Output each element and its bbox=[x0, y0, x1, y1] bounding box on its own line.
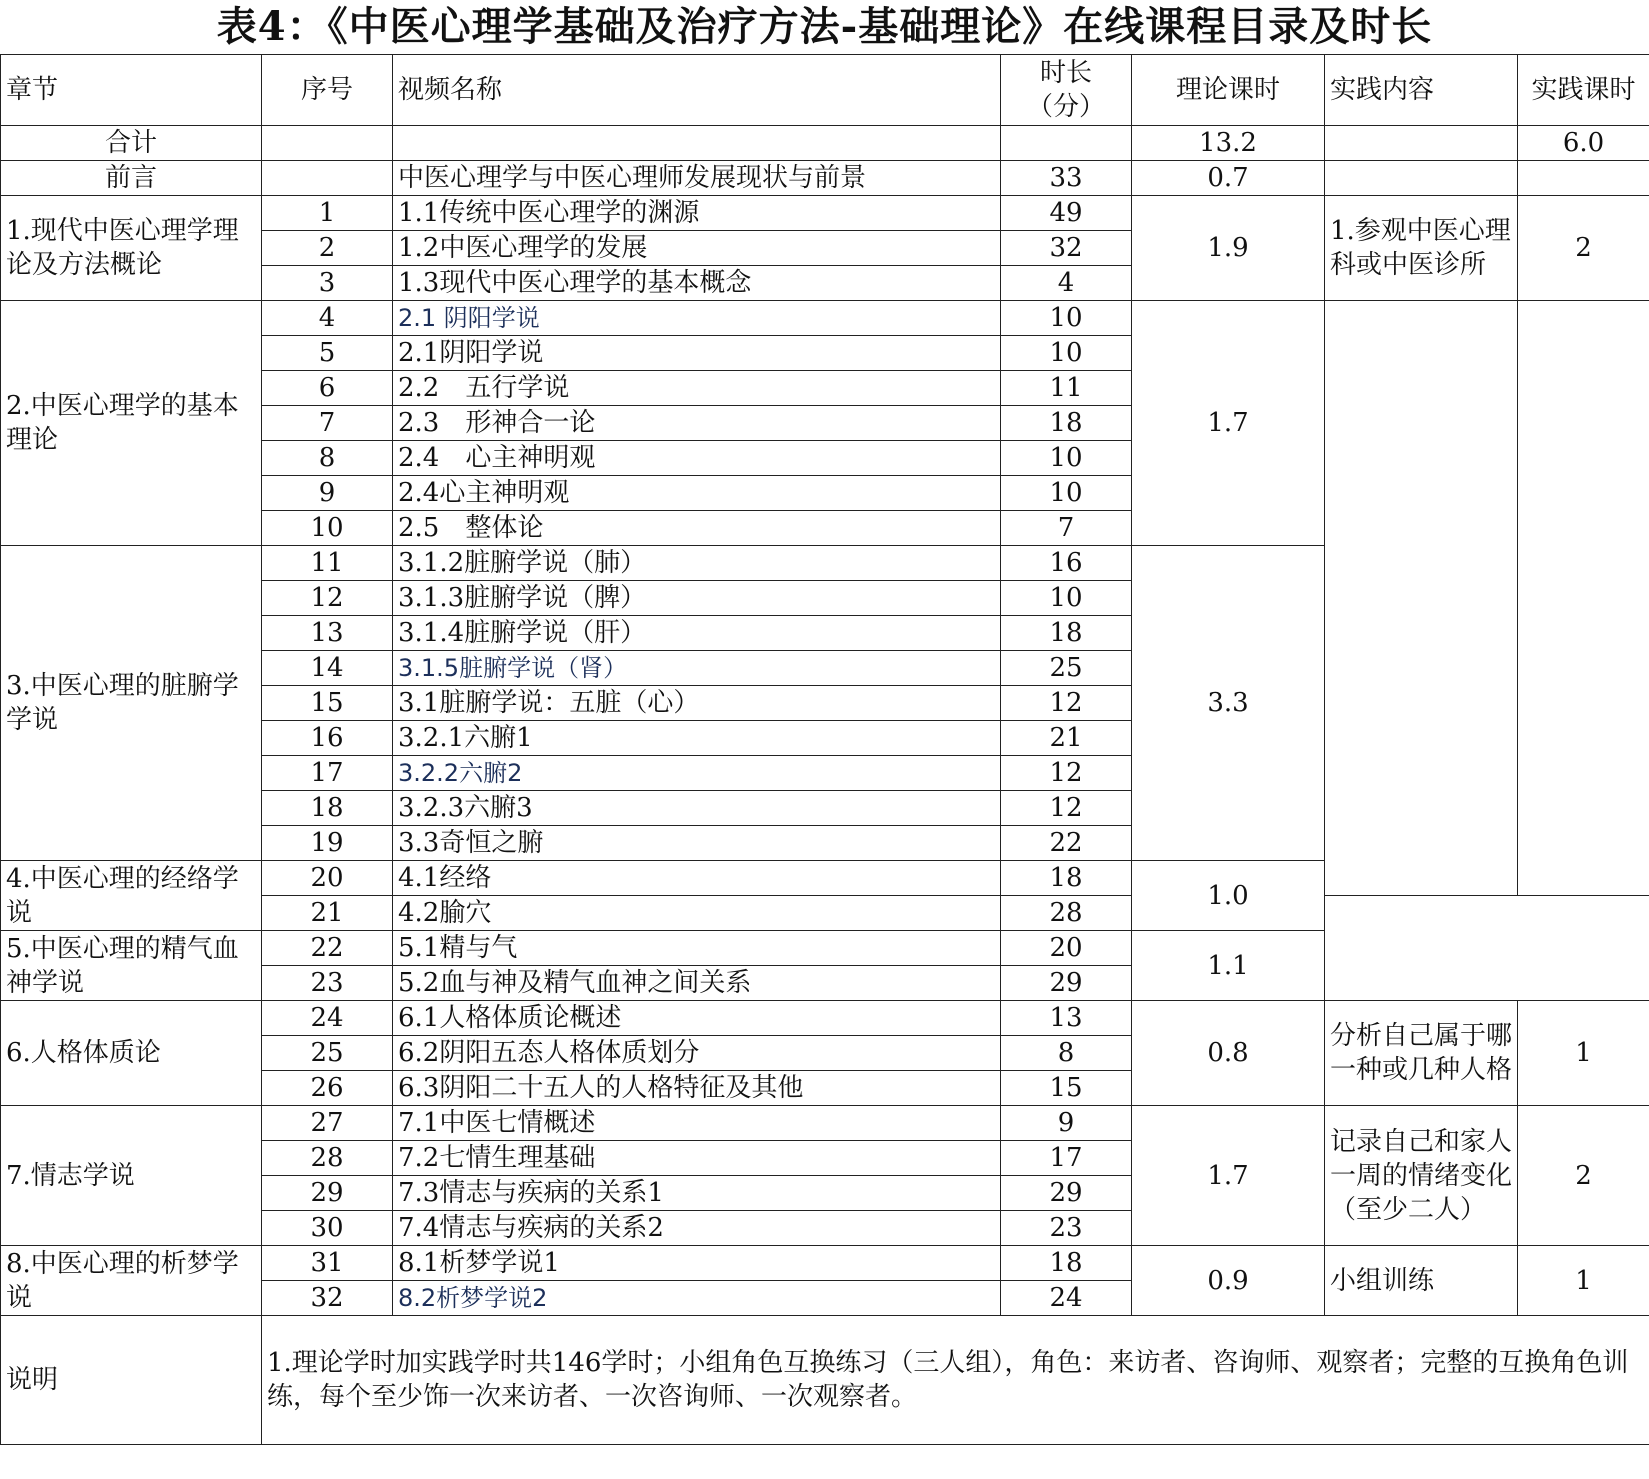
video-duration: 29 bbox=[1001, 1176, 1132, 1211]
video-name: 2.5 整体论 bbox=[393, 511, 1001, 546]
row-index: 18 bbox=[262, 791, 393, 826]
video-duration: 13 bbox=[1001, 1001, 1132, 1036]
practice-content: 小组训练 bbox=[1325, 1246, 1518, 1316]
video-name: 3.1.5脏腑学说（肾） bbox=[393, 651, 1001, 686]
header-chapter: 章节 bbox=[1, 55, 262, 126]
video-name: 2.2 五行学说 bbox=[393, 371, 1001, 406]
video-duration: 17 bbox=[1001, 1141, 1132, 1176]
video-name: 2.4 心主神明观 bbox=[393, 441, 1001, 476]
row-index: 8 bbox=[262, 441, 393, 476]
video-name: 7.2七情生理基础 bbox=[393, 1141, 1001, 1176]
page-title: 表4：《中医心理学基础及治疗方法-基础理论》在线课程目录及时长 bbox=[216, 3, 1433, 50]
video-name: 3.1.2脏腑学说（肺） bbox=[393, 546, 1001, 581]
total-practice-hours: 6.0 bbox=[1518, 126, 1649, 161]
note-row bbox=[1, 1316, 1649, 1445]
preface-label: 前言 bbox=[1, 161, 262, 196]
video-duration: 24 bbox=[1001, 1281, 1132, 1316]
header-row bbox=[1, 55, 1649, 126]
row-index: 31 bbox=[262, 1246, 393, 1281]
preface-practice-hours bbox=[1518, 161, 1649, 196]
row-index: 19 bbox=[262, 826, 393, 861]
theory-hours: 1.9 bbox=[1132, 196, 1325, 301]
practice-content: 记录自己和家人一周的情绪变化（至少二人） bbox=[1325, 1106, 1518, 1246]
video-duration: 9 bbox=[1001, 1106, 1132, 1141]
header-practice-content: 实践内容 bbox=[1325, 55, 1518, 126]
video-name: 8.1析梦学说1 bbox=[393, 1246, 1001, 1281]
video-duration: 10 bbox=[1001, 476, 1132, 511]
row-index: 14 bbox=[262, 651, 393, 686]
practice-hours: 1 bbox=[1518, 1001, 1649, 1106]
video-duration: 10 bbox=[1001, 336, 1132, 371]
video-name: 6.2阴阳五态人格体质划分 bbox=[393, 1036, 1001, 1071]
row-index: 20 bbox=[262, 861, 393, 896]
video-duration: 4 bbox=[1001, 266, 1132, 301]
row-index: 3 bbox=[262, 266, 393, 301]
header-theory-hours: 理论课时 bbox=[1132, 55, 1325, 126]
row-index: 25 bbox=[262, 1036, 393, 1071]
video-name: 1.2中医心理学的发展 bbox=[393, 231, 1001, 266]
video-duration: 49 bbox=[1001, 196, 1132, 231]
row-index: 22 bbox=[262, 931, 393, 966]
chapter-name: 5.中医心理的精气血神学说 bbox=[1, 931, 262, 1001]
video-name: 3.2.3六腑3 bbox=[393, 791, 1001, 826]
theory-hours: 1.7 bbox=[1132, 1106, 1325, 1246]
row-index: 32 bbox=[262, 1281, 393, 1316]
row-index: 12 bbox=[262, 581, 393, 616]
row-index: 9 bbox=[262, 476, 393, 511]
practice-hours bbox=[1518, 301, 1649, 896]
theory-hours: 0.8 bbox=[1132, 1001, 1325, 1106]
chapter-name: 2.中医心理学的基本理论 bbox=[1, 301, 262, 546]
header-duration bbox=[1001, 55, 1132, 126]
row-index: 30 bbox=[262, 1211, 393, 1246]
video-duration: 12 bbox=[1001, 686, 1132, 721]
row-index: 13 bbox=[262, 616, 393, 651]
video-duration: 20 bbox=[1001, 931, 1132, 966]
header-duration-line1: 时长 bbox=[1039, 58, 1092, 88]
video-name: 3.2.1六腑1 bbox=[393, 721, 1001, 756]
note-text: 1.理论学时加实践学时共146学时；小组角色互换练习（三人组），角色：来访者、咨询师、观察者；完整的互换角色训练，每个至少饰一次来访者、一次咨询师、一次观察者。 bbox=[262, 1316, 1649, 1445]
preface-row bbox=[1, 161, 1649, 196]
video-duration: 8 bbox=[1001, 1036, 1132, 1071]
total-practice-content bbox=[1325, 126, 1518, 161]
video-duration: 32 bbox=[1001, 231, 1132, 266]
row-index: 28 bbox=[262, 1141, 393, 1176]
total-index bbox=[262, 126, 393, 161]
preface-practice-content bbox=[1325, 161, 1518, 196]
theory-hours: 1.1 bbox=[1132, 931, 1325, 1001]
video-duration: 25 bbox=[1001, 651, 1132, 686]
theory-hours: 0.9 bbox=[1132, 1246, 1325, 1316]
video-name: 7.4情志与疾病的关系2 bbox=[393, 1211, 1001, 1246]
practice-hours: 2 bbox=[1518, 1106, 1649, 1246]
row-index: 10 bbox=[262, 511, 393, 546]
row-index: 5 bbox=[262, 336, 393, 371]
video-duration: 15 bbox=[1001, 1071, 1132, 1106]
table-row bbox=[1, 1001, 1649, 1036]
row-index: 23 bbox=[262, 966, 393, 1001]
video-name: 3.3奇恒之腑 bbox=[393, 826, 1001, 861]
video-duration: 18 bbox=[1001, 616, 1132, 651]
video-name: 3.2.2六腑2 bbox=[393, 756, 1001, 791]
video-duration: 29 bbox=[1001, 966, 1132, 1001]
table-row bbox=[1, 931, 1649, 966]
video-name: 6.3阴阳二十五人的人格特征及其他 bbox=[393, 1071, 1001, 1106]
video-name: 4.1经络 bbox=[393, 861, 1001, 896]
chapter-name: 8.中医心理的析梦学说 bbox=[1, 1246, 262, 1316]
video-name: 5.2血与神及精气血神之间关系 bbox=[393, 966, 1001, 1001]
video-duration: 18 bbox=[1001, 406, 1132, 441]
video-name: 4.2腧穴 bbox=[393, 896, 1001, 931]
table-row bbox=[1, 301, 1649, 336]
video-duration: 12 bbox=[1001, 791, 1132, 826]
practice-content: 分析自己属于哪一种或几种人格 bbox=[1325, 1001, 1518, 1106]
row-index: 4 bbox=[262, 301, 393, 336]
preface-theory: 0.7 bbox=[1132, 161, 1325, 196]
chapter-name: 4.中医心理的经络学说 bbox=[1, 861, 262, 931]
row-index: 11 bbox=[262, 546, 393, 581]
video-duration: 23 bbox=[1001, 1211, 1132, 1246]
total-duration bbox=[1001, 126, 1132, 161]
video-name: 1.3现代中医心理学的基本概念 bbox=[393, 266, 1001, 301]
practice-content: 1.参观中医心理科或中医诊所 bbox=[1325, 196, 1518, 301]
video-duration: 21 bbox=[1001, 721, 1132, 756]
chapter-name: 7.情志学说 bbox=[1, 1106, 262, 1246]
video-duration: 18 bbox=[1001, 1246, 1132, 1281]
header-practice-hours: 实践课时 bbox=[1518, 55, 1649, 126]
video-duration: 7 bbox=[1001, 511, 1132, 546]
row-index: 17 bbox=[262, 756, 393, 791]
row-index: 6 bbox=[262, 371, 393, 406]
video-duration: 18 bbox=[1001, 861, 1132, 896]
video-duration: 10 bbox=[1001, 301, 1132, 336]
header-duration-line2: （分） bbox=[1026, 92, 1105, 122]
header-video: 视频名称 bbox=[393, 55, 1001, 126]
row-index: 16 bbox=[262, 721, 393, 756]
video-name: 6.1人格体质论概述 bbox=[393, 1001, 1001, 1036]
row-index: 21 bbox=[262, 896, 393, 931]
video-duration: 16 bbox=[1001, 546, 1132, 581]
total-theory: 13.2 bbox=[1132, 126, 1325, 161]
video-duration: 10 bbox=[1001, 441, 1132, 476]
video-name: 3.1.3脏腑学说（脾） bbox=[393, 581, 1001, 616]
chapter-name: 3.中医心理的脏腑学学说 bbox=[1, 546, 262, 861]
preface-index bbox=[262, 161, 393, 196]
header-index: 序号 bbox=[262, 55, 393, 126]
video-name: 7.3情志与疾病的关系1 bbox=[393, 1176, 1001, 1211]
total-label: 合计 bbox=[1, 126, 262, 161]
row-index: 2 bbox=[262, 231, 393, 266]
video-name: 2.4心主神明观 bbox=[393, 476, 1001, 511]
video-name: 2.1 阴阳学说 bbox=[393, 301, 1001, 336]
row-index: 24 bbox=[262, 1001, 393, 1036]
practice-hours: 1 bbox=[1518, 1246, 1649, 1316]
video-duration: 11 bbox=[1001, 371, 1132, 406]
total-row bbox=[1, 126, 1649, 161]
video-name: 2.1阴阳学说 bbox=[393, 336, 1001, 371]
course-table bbox=[0, 54, 1649, 1445]
video-name: 1.1传统中医心理学的渊源 bbox=[393, 196, 1001, 231]
table-row bbox=[1, 1246, 1649, 1281]
theory-hours: 1.7 bbox=[1132, 301, 1325, 546]
video-name: 5.1精与气 bbox=[393, 931, 1001, 966]
video-duration: 22 bbox=[1001, 826, 1132, 861]
row-index: 29 bbox=[262, 1176, 393, 1211]
theory-hours: 3.3 bbox=[1132, 546, 1325, 861]
row-index: 7 bbox=[262, 406, 393, 441]
row-index: 27 bbox=[262, 1106, 393, 1141]
video-name: 8.2析梦学说2 bbox=[393, 1281, 1001, 1316]
theory-hours: 1.0 bbox=[1132, 861, 1325, 931]
video-duration: 10 bbox=[1001, 581, 1132, 616]
table-row bbox=[1, 196, 1649, 231]
preface-video: 中医心理学与中医心理师发展现状与前景 bbox=[393, 161, 1001, 196]
video-duration: 28 bbox=[1001, 896, 1132, 931]
row-index: 26 bbox=[262, 1071, 393, 1106]
row-index: 1 bbox=[262, 196, 393, 231]
chapter-name: 1.现代中医心理学理论及方法概论 bbox=[1, 196, 262, 301]
preface-duration: 33 bbox=[1001, 161, 1132, 196]
total-video bbox=[393, 126, 1001, 161]
video-duration: 12 bbox=[1001, 756, 1132, 791]
practice-hours: 2 bbox=[1518, 196, 1649, 301]
row-index: 15 bbox=[262, 686, 393, 721]
note-label: 说明 bbox=[1, 1316, 262, 1445]
video-name: 3.1.4脏腑学说（肝） bbox=[393, 616, 1001, 651]
video-name: 2.3 形神合一论 bbox=[393, 406, 1001, 441]
table-row bbox=[1, 1106, 1649, 1141]
video-name: 7.1中医七情概述 bbox=[393, 1106, 1001, 1141]
video-name: 3.1脏腑学说：五脏（心） bbox=[393, 686, 1001, 721]
practice-content bbox=[1325, 301, 1518, 896]
chapter-name: 6.人格体质论 bbox=[1, 1001, 262, 1106]
